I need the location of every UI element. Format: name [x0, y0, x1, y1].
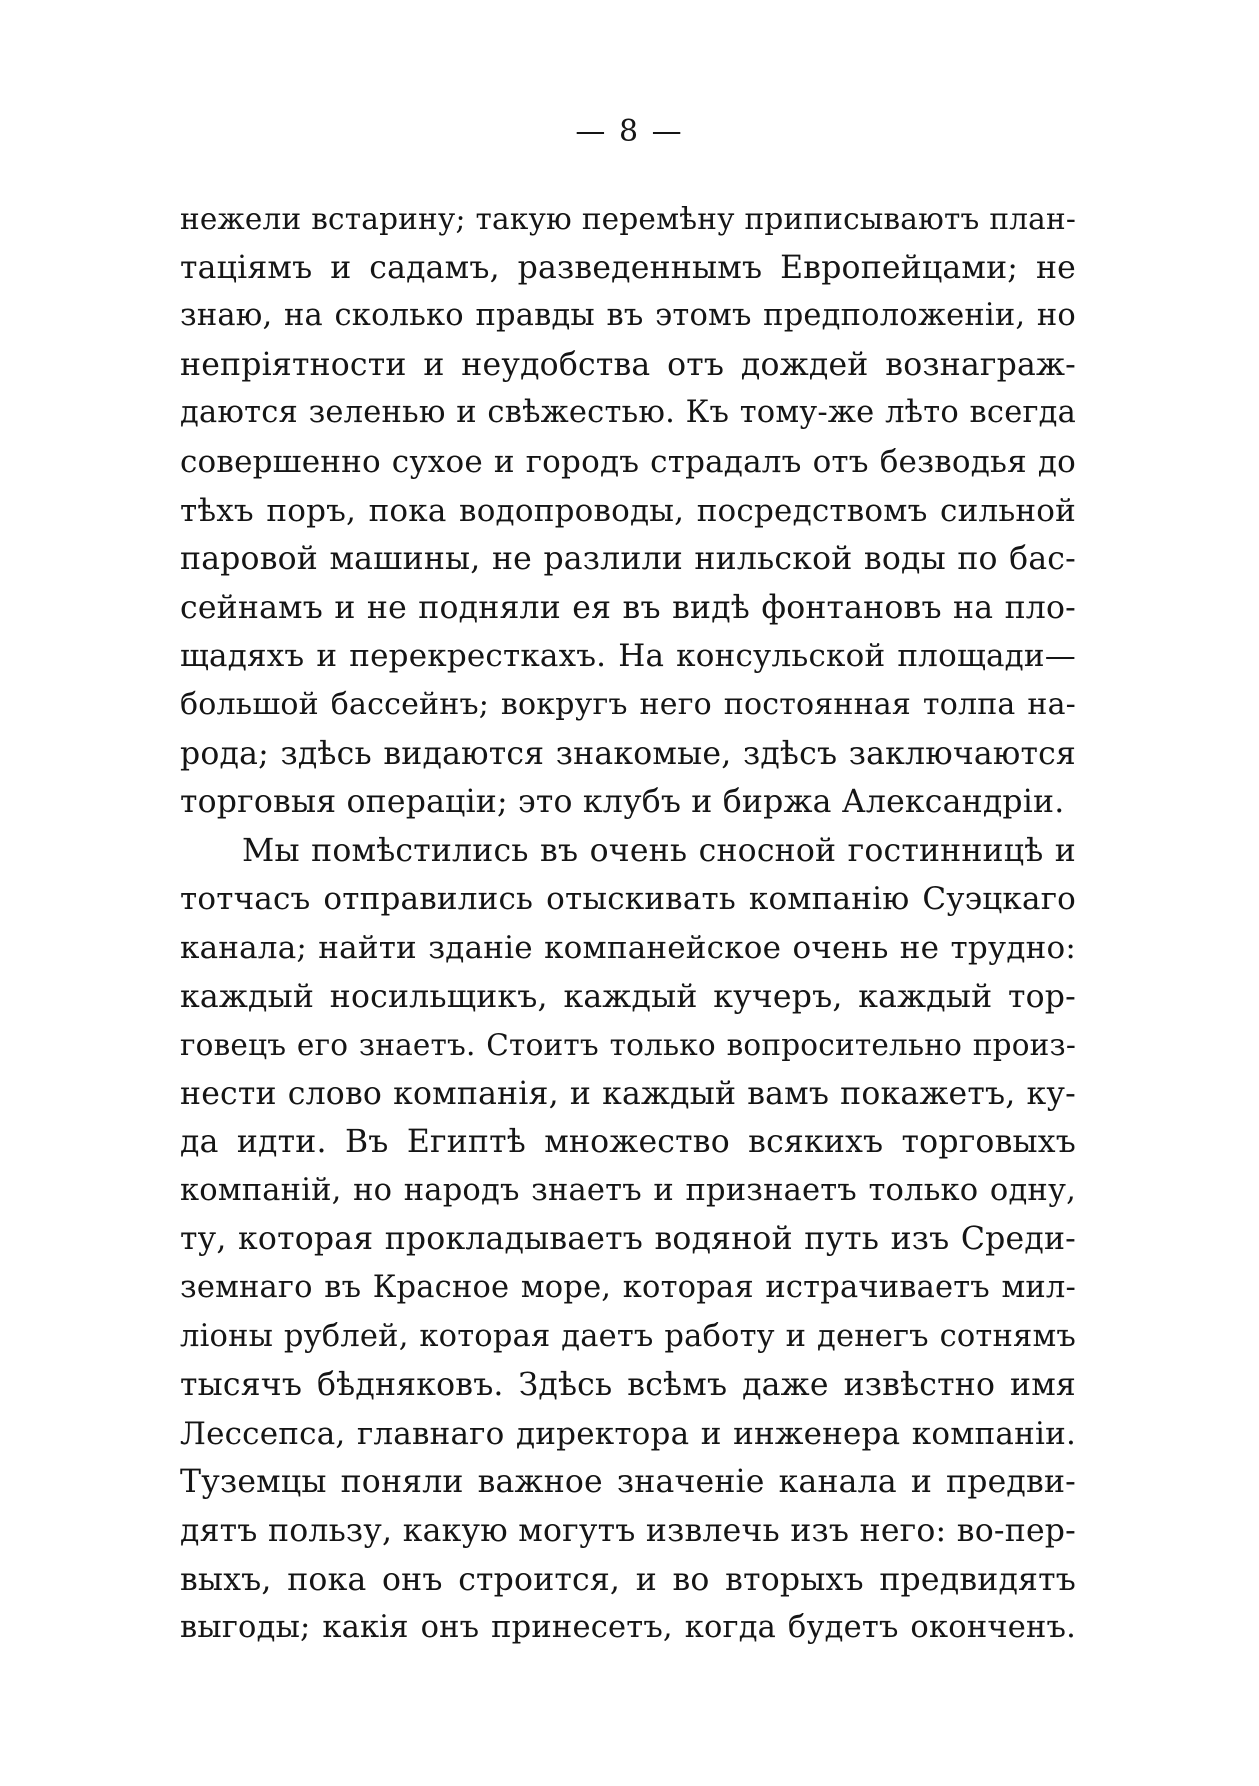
text-line: даются зеленью и свѣжестью. Къ тому-же лѣто всегда [180, 395, 1076, 431]
text-line: непріятности и неудобства отъ дождей вознаграж- [180, 346, 1076, 383]
text-line: тотчасъ отправились отыскивать компанію Суэцкаго [180, 881, 1076, 918]
paragraph-last-line: торговыя операціи; это клубъ и биржа Александріи. [180, 784, 1065, 821]
text-line: совершенно сухое и городъ страдалъ отъ безводья до [180, 443, 1076, 480]
text-line: таціямъ и садамъ, разведеннымъ Европейцами; не [180, 249, 1076, 286]
text-line: тѣхъ поръ, пока водопроводы, посредствомъ сильной [180, 492, 1076, 529]
text-line: земнаго въ Красное море, которая истрачиваетъ мил- [180, 1270, 1076, 1306]
body-text [180, 195, 1076, 1653]
text-line: рода; здѣсь видаются знакомые, здѣсъ заключаются [180, 735, 1076, 772]
text-line: ліоны рублей, которая даетъ работу и денегъ сотнямъ [180, 1318, 1076, 1354]
text-line: выхъ, пока онъ строится, и во вторыхъ предвидятъ [180, 1561, 1076, 1598]
text-line: знаю, на сколько правды въ этомъ предположеніи, но [180, 298, 1076, 334]
text-line: дятъ пользу, какую могутъ извлечь изъ него: во-пер- [180, 1513, 1076, 1550]
text-line: сейнамъ и не подняли ея въ видѣ фонтановъ на пло- [180, 589, 1076, 626]
text-line: щадяхъ и перекресткахъ. На консульской площади— [180, 638, 1076, 675]
text-line: компаній, но народъ знаетъ и признаетъ только одну, [180, 1172, 1076, 1208]
text-line: выгоды; какія онъ принесетъ, когда будетъ оконченъ. [180, 1610, 1076, 1646]
text-line: паровой машины, не разлили нильской воды по бас- [180, 541, 1076, 578]
text-line: тысячъ бѣдняковъ. Здѣсь всѣмъ даже извѣстно имя [180, 1367, 1076, 1404]
text-line: большой бассейнъ; вокругъ него постоянная толпа на- [180, 686, 1076, 722]
text-line: Лессепса, главнаго директора и инженера компаніи. [180, 1415, 1076, 1452]
text-line: каждый носильщикъ, каждый кучеръ, каждый тор- [180, 978, 1076, 1015]
text-line: Туземцы поняли важное значеніе канала и предви- [180, 1464, 1076, 1501]
page-number: — 8 — [575, 114, 684, 149]
text-line: канала; найти зданіе компанейское очень не трудно: [180, 929, 1076, 966]
text-line: говецъ его знаетъ. Стоитъ только вопросительно произ- [180, 1028, 1076, 1063]
text-line: да идти. Въ Египтѣ множество всякихъ торговыхъ [180, 1124, 1076, 1161]
text-line: нежели встарину; такую перемѣну приписываютъ план- [180, 202, 1076, 236]
text-line: нести слово компанія, и каждый вамъ покажетъ, ку- [180, 1075, 1076, 1112]
text-line: ту, которая прокладываетъ водяной путь изъ Среди- [180, 1221, 1076, 1258]
paragraph-first-line: Мы помѣстились въ очень сносной гостинницѣ и [242, 832, 1076, 869]
